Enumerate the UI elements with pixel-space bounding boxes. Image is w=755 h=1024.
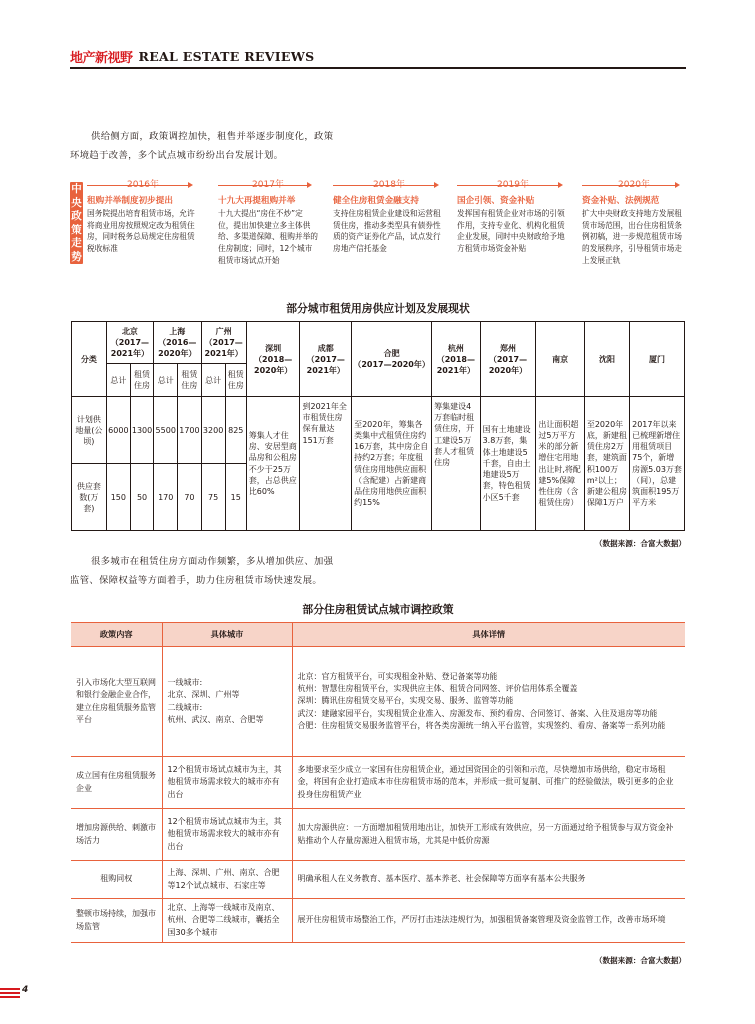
table2-header: 政策内容: [71, 623, 162, 647]
timeline-year: 2020年: [618, 180, 650, 190]
section-title-cn: 地产新视野: [70, 50, 133, 66]
table-cell: 1700: [178, 397, 201, 464]
timeline-heading: 国企引领、资金补贴: [457, 196, 535, 206]
city-header: 深圳 （2018—2020年）: [246, 322, 300, 397]
policy-cell: 引入市场化大型互联网和银行金融企业合作，建立住房租赁服务监管平台: [71, 647, 162, 757]
intro-line: 环境趋于改善，多个试点城市纷纷出台发展计划。: [70, 149, 284, 161]
supply-plan-table: [71, 321, 685, 531]
city-header: 沈阳: [584, 322, 629, 397]
header-rule: [70, 67, 686, 69]
details-line: 深圳：腾讯住房租赁交易平台，实现交易、服务、监管等功能: [297, 696, 514, 706]
table-cell: 出让面积超过5万平方米的部分新增住宅用地出让时,将配建5%保障性住房（含租赁住房）: [536, 397, 584, 531]
policy-cell: 增加房源供给、刺激市场活力: [71, 809, 162, 861]
mid-paragraph: [70, 553, 686, 590]
table2-title: 部分住房租赁试点城市调控政策: [302, 603, 454, 616]
cities-cell: [162, 899, 292, 943]
table-cell: 筹集人才住房、安居型商品房和公租房不少于25万套，占总供应比60%: [246, 397, 300, 531]
city-header: 合肥 （2017—2020年）: [352, 322, 432, 397]
timeline-heading: 租购并举制度初步提出: [87, 196, 173, 206]
cities-line: 一线城市:: [167, 677, 203, 687]
table-cell: 1300: [130, 397, 153, 464]
intro-line: 供给侧方面，政策调控加快，租售并举逐步制度化，政策: [91, 131, 334, 142]
timeline-body: 扩大中央财政支持地方发展租赁市场范围，出台住房租赁条例初稿，进一步规范租赁市场的发展秩序，引导租赁市场走上发展正轨: [582, 209, 682, 265]
table2-header: 具体城市: [162, 623, 292, 647]
section-title-en: REAL ESTATE REVIEWS: [138, 48, 315, 64]
cities-cell: [162, 809, 292, 861]
cities-cell: [162, 757, 292, 809]
mid-line: 很多城市在租赁住房方面动作频繁，多从增加供应、加强: [91, 556, 334, 567]
details-cell: [292, 647, 685, 757]
city-header: 北京 （2017—2021年）: [106, 322, 153, 364]
cities-line: 北京、上海等一线城市及南京、杭州、合肥等二线城市，囊括全国30多个城市: [167, 903, 280, 937]
page-number: 4: [22, 985, 29, 995]
table-cell: 6000: [106, 397, 130, 464]
timeline-side-label: 中央政策走势: [71, 183, 82, 263]
details-cell: [292, 757, 685, 809]
cities-line: 杭州、武汉、南京、合肥等: [167, 714, 264, 724]
page-mark: [0, 988, 20, 990]
cities-cell: [162, 861, 292, 899]
details-line: 多地要求至少成立一家国有住房租赁企业，通过国资国企的引领和示范，尽快增加市场供给，稳定市场租金，将国有企业打造成本市住房租赁市场的范本，并形成一批可复制、可推广的经验做法，吸引更多的企业投身住房租赁产业: [297, 765, 674, 799]
page-header: [70, 45, 314, 67]
timeline-arrow: [457, 185, 559, 191]
policy-cell: 成立国有住房租赁服务企业: [71, 757, 162, 809]
table-cell: 至2020年，筹集各类集中式租赁住房约16万套，其中房企自持约2万套；年度租赁住房用地供应面积（含配建）占新建商品住房用地供应面积约15%: [352, 397, 432, 531]
timeline-body: 十九大提出“房住不炒”定位，提出加快建立多主体供给、多渠道保障、租购并举的住房制度；同时，12个城市租赁市场试点开始: [218, 209, 318, 265]
table-cell: 2017年以来已梳理新增住用租赁项目75个，新增房源5.03万套（间），总建筑面积195万平方米: [630, 397, 685, 531]
table-cell: 150: [106, 464, 130, 531]
sub-header: 总计: [154, 364, 178, 397]
policy-table: [71, 622, 685, 943]
table1-corner: 分类: [72, 322, 107, 397]
table-cell: 70: [178, 464, 201, 531]
sub-header: 租赁住房: [130, 364, 153, 397]
sub-header: 租赁住房: [225, 364, 246, 397]
timeline-year: 2019年: [497, 180, 529, 190]
city-header: 成都 （2017—2021年）: [300, 322, 352, 397]
details-line: 北京：官方租赁平台，可实现租金补贴、登记备案等功能: [297, 671, 498, 681]
table-row: [71, 647, 685, 757]
table-cell: 825: [225, 397, 246, 464]
details-line: 武汉：建融家园平台，实现租赁企业准入、房源发布、预约看房、合同签订、备案、入住及退房等功能: [297, 708, 658, 718]
page-mark: [0, 992, 20, 994]
policy-cell: 租购同权: [71, 861, 162, 899]
details-line: 展开住房租赁市场整治工作，严厉打击违法违规行为，加强租赁备案管理及资金监管工作，改善市场环境: [297, 915, 666, 925]
table-cell: 50: [130, 464, 153, 531]
timeline-arrow: [333, 185, 435, 191]
details-cell: [292, 861, 685, 899]
table-cell: 至2020年底，新建租赁住房2万套，建筑面积100万m²以上；新建公租房保障1万户: [584, 397, 629, 531]
table-cell: 170: [154, 464, 178, 531]
details-line: 明确承租人在义务教育、基本医疗、基本养老、社会保障等方面享有基本公共服务: [297, 874, 586, 884]
cities-line: 上海、深圳、广州、南京、合肥等12个试点城市、石家庄等: [167, 868, 280, 890]
timeline-arrow: [87, 185, 189, 191]
sub-header: 总计: [201, 364, 225, 397]
timeline-body: 支持住房租赁企业建设和运营租赁住房，推动多类型具有债券性质的资产证券化产品，试点发行房地产信托基金: [333, 209, 441, 254]
table-cell: 国有土地建设3.8万套，集体土地建设5千套，自由土地建设5万套，特色租赁小区5千套: [480, 397, 536, 531]
details-line: 加大房源供应：一方面增加租赁用地出让，加快开工形成有效供应，另一方面通过给予租赁参与双方资金补贴推动个人存量房源进入租赁市场，尤其是中低价房源: [297, 823, 674, 845]
table1-title: 部分城市租赁用房供应计划及发展现状: [286, 302, 470, 315]
table-cell: 75: [201, 464, 225, 531]
timeline-year: 2017年: [252, 180, 284, 190]
timeline-arrow: [582, 185, 676, 191]
timeline-heading: 健全住房租赁金融支持: [333, 196, 419, 206]
timeline-arrow: [218, 185, 308, 191]
city-header: 郑州 （2017—2020年）: [480, 322, 536, 397]
table1-source: （数据来源：合富大数据）: [594, 539, 686, 548]
policy-cell: 整顿市场持续，加强市场监管: [71, 899, 162, 943]
timeline-year: 2018年: [373, 180, 405, 190]
details-line: 杭州：智慧住房租赁平台，实现供应主体、租赁合同网签、评价信用体系全覆盖: [297, 684, 578, 694]
mid-line: 监管、保障权益等方面着手，助力住房租赁市场快速发展。: [70, 574, 323, 586]
table-row: [71, 899, 685, 943]
timeline-year: 2016年: [127, 180, 159, 190]
table-cell: 到2021年全市租赁住房保有量达151万套: [300, 397, 352, 531]
table-cell: 筹集建设4万套临时租赁住房，开工建设5万套人才租赁住房: [432, 397, 480, 531]
timeline-body: 发挥国有租赁企业对市场的引领作用，支持专业化、机构化租赁企业发展，同时中央财政给予地方租赁市场资金补贴: [457, 209, 565, 254]
intro-paragraph: [70, 128, 686, 165]
table2-header: 具体详情: [292, 623, 685, 647]
table-row: [71, 809, 685, 861]
row-label: 计划供地量(公顷): [72, 397, 107, 464]
timeline-heading: 资金补贴、法例规范: [582, 196, 660, 206]
cities-cell: [162, 647, 292, 757]
details-cell: [292, 899, 685, 943]
city-header: 广州 （2017—2021年）: [201, 322, 246, 364]
table-cell: 5500: [154, 397, 178, 464]
sub-header: 总计: [106, 364, 130, 397]
table-row: [71, 757, 685, 809]
city-header: 南京: [536, 322, 584, 397]
cities-line: 12个租赁市场试点城市为主，其他租赁市场需求较大的城市亦有出台: [167, 817, 282, 851]
cities-line: 二线城市:: [167, 702, 203, 712]
timeline-heading: 十九大再提租购并举: [218, 196, 296, 206]
details-line: 合肥：住房租赁交易服务监管平台，将各类房源统一纳入平台监管，实现签约、看房、备案等一系列功能: [297, 720, 666, 730]
table-row: [71, 861, 685, 899]
table-cell: 15: [225, 464, 246, 531]
row-label: 供应套数(万套): [72, 464, 107, 531]
cities-line: 12个租赁市场试点城市为主，其他租赁市场需求较大的城市亦有出台: [167, 765, 282, 799]
city-header: 杭州 （2018—2021年）: [432, 322, 480, 397]
table-cell: 3200: [201, 397, 225, 464]
page-mark: [0, 996, 20, 998]
table2-source: （数据来源：合富大数据）: [594, 956, 686, 965]
city-header: 上海 （2016—2020年）: [154, 322, 201, 364]
details-cell: [292, 809, 685, 861]
sub-header: 租赁住房: [178, 364, 201, 397]
city-header: 厦门: [630, 322, 685, 397]
cities-line: 北京、深圳、广州等: [167, 690, 240, 700]
timeline-body: 国务院提出培育租赁市场，允许将商业用房按照规定改为租赁住房，同时税务总局规定住房租赁税收标准: [87, 209, 195, 254]
